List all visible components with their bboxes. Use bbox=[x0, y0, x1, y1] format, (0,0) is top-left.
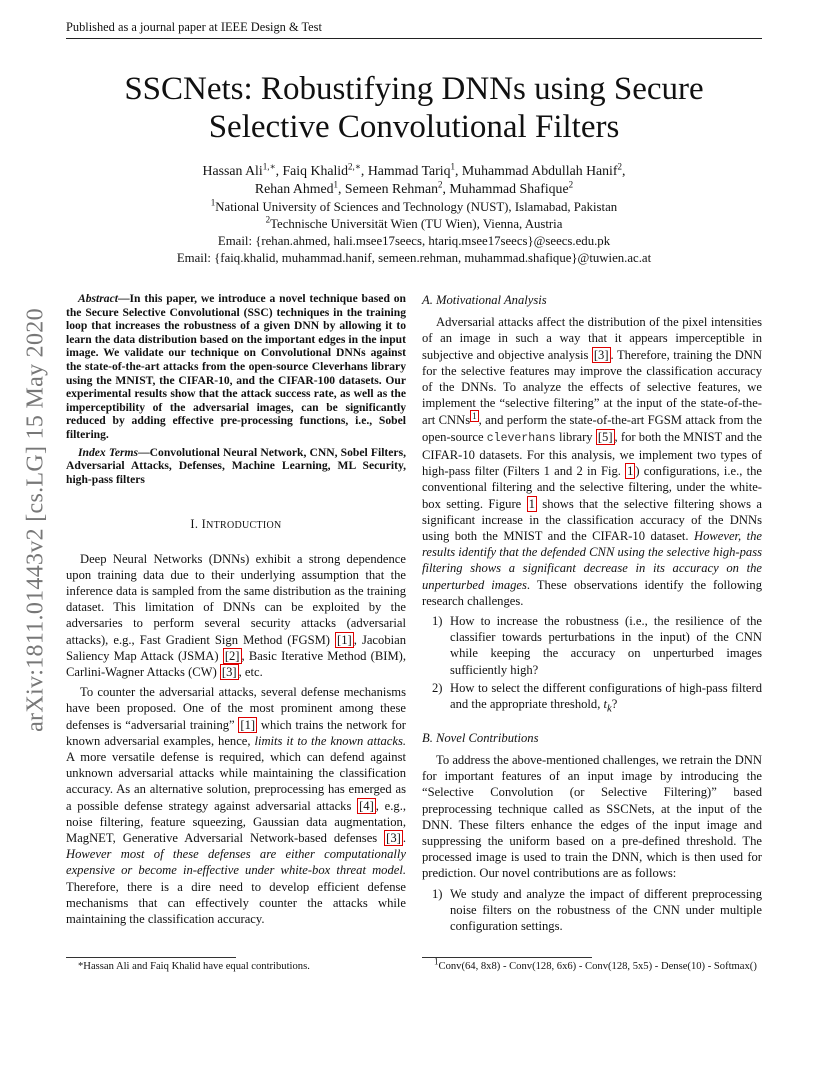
section-heading-initial: I bbox=[201, 517, 207, 532]
text-run: To counter the adversarial attacks, several defense mechanisms have been proposed. One of the most prominent among these defenses is “adversarial training” bbox=[66, 685, 406, 732]
author-name: Faiq Khalid bbox=[282, 163, 349, 178]
text-run: library bbox=[555, 429, 596, 444]
intro-paragraph-1 bbox=[66, 551, 406, 681]
text-run: which trains the network for known adversarial examples, hence, bbox=[66, 717, 406, 748]
abstract-text: —In this paper, we introduce a novel technique based on the Secure Selective Convolutional (SSC) techniques in the training loop that increases the robustness of a given DNN by allowing it to learn the data distribution based on the important edges in the input image. We validate our technique on Convolutional DNNs against the state-of-the-art attacks from the open-source Cleverhans library using the MNIST, the CIFAR-10, and the CIFAR-100 datasets. Our experimental results show that the attack success rate, as well as the imperceptibility of the adversarial images, can be significantly reduced by adding effective pre-processing functions, i.e., Sobel filtering. bbox=[66, 292, 406, 441]
affiliations bbox=[66, 199, 762, 267]
paper-title bbox=[66, 70, 762, 146]
affiliation-sup: 1 bbox=[210, 197, 216, 208]
author-name: Muhammad Shafique bbox=[449, 181, 569, 196]
abstract-lead: Abstract bbox=[78, 292, 118, 305]
text-run: . Therefore, training the DNN for the selective features may improve the classification accuracy of the DNNs. To analyze the effects of selective features, we implement the “selective filtering” at the input of the state-of-the-art CNNs bbox=[422, 347, 762, 428]
author-line-1: Hassan Ali$^{1,∗}$, Faiq Khalid$^{2,∗}$, Hammad Tariq$^1$, Muhammad Abdullah Hanif$^2$, bbox=[202, 161, 626, 178]
list-item bbox=[422, 613, 762, 678]
abstract bbox=[66, 292, 406, 442]
author-sup: 1 bbox=[333, 179, 338, 190]
affiliation-text: National University of Sciences and Technology (NUST), Islamabad, Pakistan bbox=[215, 200, 618, 214]
citation-link[interactable]: [3] bbox=[221, 664, 237, 679]
email-line-2: Email: {faiq.khalid, muhammad.hanif, semeen.rehman, muhammad.shafique}@tuwien.ac.at bbox=[176, 251, 652, 265]
subsection-heading-contributions: B. Novel Contributions bbox=[422, 730, 539, 745]
index-terms-text: —Convolutional Neural Network, CNN, Sobel Filters, Adversarial Attacks, Defenses, Machine Learning, ML Security, high-pass filters bbox=[66, 445, 406, 486]
affiliation-2 bbox=[66, 216, 762, 233]
citation-link[interactable]: [2] bbox=[224, 648, 240, 663]
left-column bbox=[66, 292, 406, 931]
citation-link[interactable]: [1] bbox=[337, 632, 352, 647]
author-sup: 1,∗ bbox=[262, 161, 276, 172]
footnote-rule bbox=[422, 957, 592, 958]
title-line-2: Selective Convolutional Filters bbox=[208, 109, 620, 145]
author-sup: 2 bbox=[438, 179, 443, 190]
email-line-1: Email: {rehan.ahmed, hali.msee17seecs, htariq.msee17seecs}@seecs.edu.pk bbox=[217, 234, 611, 248]
author-sup: 2 bbox=[568, 179, 574, 190]
code-run: cleverhans bbox=[486, 431, 556, 445]
list-item bbox=[422, 886, 762, 935]
italic-run: However, the results identify that the defended CNN using the selective high-pass filtering shows a significant decrease in its accuracy on the unperturbed images bbox=[422, 529, 762, 592]
author-name: Hammad Tariq bbox=[367, 163, 451, 178]
text-run: , Basic Iterative Method (BIM), Carlini-Wagner Attacks (CW) bbox=[66, 648, 406, 679]
list-number: 1) bbox=[432, 886, 443, 901]
italic-run: However most of these defenses are either computationally expensive or become in-effective under white-box threat model. bbox=[66, 847, 406, 878]
title-line-1: SSCNets: Robustifying DNNs using Secure bbox=[124, 71, 704, 107]
citation-link[interactable]: [3] bbox=[593, 347, 609, 362]
header-rule bbox=[66, 38, 762, 39]
author-name: Rehan Ahmed bbox=[254, 181, 334, 196]
subsection-heading-motivation: A. Motivational Analysis bbox=[422, 293, 547, 307]
author-name: Semeen Rehman bbox=[344, 181, 438, 196]
author-name: Hassan Ali bbox=[202, 163, 263, 178]
text-run: , etc. bbox=[238, 664, 263, 679]
citation-link[interactable]: [4] bbox=[359, 798, 374, 813]
footnote-equal-contribution: *Hassan Ali and Faiq Khalid have equal contributions. bbox=[78, 961, 310, 972]
text-run: A more versatile defense is required, which can defend against unknown adversarial attacks while maintaining the classification accuracy. As an alternative solution, preprocessing has emerged as a possible defense strategy against adversarial attacks bbox=[66, 749, 406, 813]
list-item bbox=[422, 680, 762, 718]
text-run: , Jacobian Saliency Map Attack (JSMA) bbox=[66, 632, 406, 663]
math-subscript: k bbox=[607, 703, 612, 715]
text-run: . These observations identify the following research challenges. bbox=[422, 577, 762, 608]
challenges-list bbox=[422, 613, 762, 718]
citation-link[interactable]: [5] bbox=[597, 429, 613, 444]
right-column bbox=[422, 292, 762, 940]
text-run: Therefore, there is a dire need to develop efficient defense mechanisms that can effectively counter the attacks while maintaining the classification accuracy. bbox=[66, 879, 406, 926]
index-terms-lead: Index Terms bbox=[78, 445, 139, 459]
list-text: How to select the different configurations of high-pass filterd and the appropriate threshold, bbox=[450, 680, 762, 712]
footnote-text: Conv(64, 8x8) - Conv(128, 6x6) - Conv(128, 5x5) - Dense(10) - Softmax() bbox=[438, 961, 757, 972]
affiliation-sup: 2 bbox=[265, 214, 271, 225]
list-text: We study and analyze the impact of different preprocessing noise filters on the robustness of the CNN under multiple configuration settings. bbox=[450, 886, 762, 934]
list-text: How to increase the robustness (i.e., the resilience of the classifier towards perturbations in the input) of the CNN while keeping the accuracy on unperturbed images sufficiently high? bbox=[450, 614, 762, 677]
motivation-paragraph bbox=[422, 314, 762, 609]
text-run: Adversarial attacks affect the distribution of the pixel intensities of an image in such a way that it appears imperceptible in subjective and objective analysis bbox=[422, 315, 762, 362]
contributions-list bbox=[422, 886, 762, 935]
footnote-sup: 1 bbox=[434, 956, 439, 967]
list-number: 1) bbox=[432, 614, 443, 629]
author-sup: 1 bbox=[450, 161, 455, 172]
author-name: Muhammad Abdullah Hanif bbox=[461, 163, 618, 178]
text-run: , for both the MNIST and the CIFAR-10 datasets. For this analysis, we implement two types of high-pass filter (Filters 1 and 2 in Fig. bbox=[422, 429, 762, 479]
section-heading-introduction bbox=[66, 516, 406, 534]
section-number: I. bbox=[190, 517, 202, 532]
author-sup: 2,∗ bbox=[348, 161, 361, 172]
text-run: Deep Neural Networks (DNNs) exhibit a strong dependence upon training data due to their underlying assumption that the inference data is sampled from the same distribution as the training dataset. This limitation of DNNs can be exploited by the adversaries to perform several security attacks (adversarial attacks), e.g., Fast Gradient Sign Method (FGSM) bbox=[66, 551, 406, 647]
intro-paragraph-2 bbox=[66, 684, 406, 927]
running-header: Published as a journal paper at IEEE Design & Test bbox=[66, 20, 322, 34]
italic-run: limits it to the known attacks. bbox=[254, 733, 406, 748]
text-run: , and perform the state-of-the-art FGSM attack from the open-source bbox=[422, 413, 763, 444]
author-line-2: Rehan Ahmed$^1$, Semeen Rehman$^2$, Muhammad Shafique$^2$ bbox=[254, 179, 574, 196]
list-number: 2) bbox=[432, 680, 443, 695]
footnote-marker[interactable]: 1 bbox=[472, 411, 477, 422]
text-run: , e.g., noise filtering, feature squeezing, Gaussian data augmentation, MagNET, Generative Adversarial Network-based defenses bbox=[66, 798, 406, 845]
section-heading-rest: NTRODUCTION bbox=[206, 520, 282, 532]
footnote-rule bbox=[66, 957, 236, 958]
figure-link[interactable]: 1 bbox=[627, 464, 634, 479]
footnote-architecture bbox=[422, 956, 762, 972]
affiliation-text: Technische Universität Wien (TU Wien), Vienna, Austria bbox=[270, 217, 563, 231]
citation-link[interactable]: [3] bbox=[386, 830, 401, 845]
citation-link[interactable]: [1] bbox=[240, 717, 256, 732]
author-sup: 2 bbox=[617, 161, 622, 172]
contributions-paragraph: To address the above-mentioned challenges, we retrain the DNN for important features of an input image by introducing the “Selective Convolution (or Selective Filtering)” based preprocessing technique called as SSCNets, at the input of the DNN. These filters enhance the edges of the input image and suppressing the uniform based on a pre-defined threshold. The processed image is used to train the DNN, which is then used for prediction. Our novel contributions are as follows: bbox=[422, 752, 762, 881]
text-run: ) configurations, i.e., the conventional filtering and the selective filtering, under the white-box setting. Figure bbox=[422, 464, 762, 511]
index-terms bbox=[66, 446, 406, 487]
math-symbol: t bbox=[603, 697, 608, 712]
text-run: . bbox=[402, 830, 406, 845]
author-list bbox=[66, 162, 762, 198]
text-run: shows that the selective filtering shows a significant increase in the classification accuracy of the DNNs using both the MNIST and the CIFAR-10 dataset. bbox=[422, 496, 762, 544]
arxiv-stamp-text: arXiv:1811.01443v2 [cs.LG] 15 May 2020 bbox=[22, 308, 49, 732]
figure-link[interactable]: 1 bbox=[528, 496, 535, 511]
list-text: ? bbox=[611, 697, 618, 712]
affiliation-1 bbox=[66, 199, 762, 216]
